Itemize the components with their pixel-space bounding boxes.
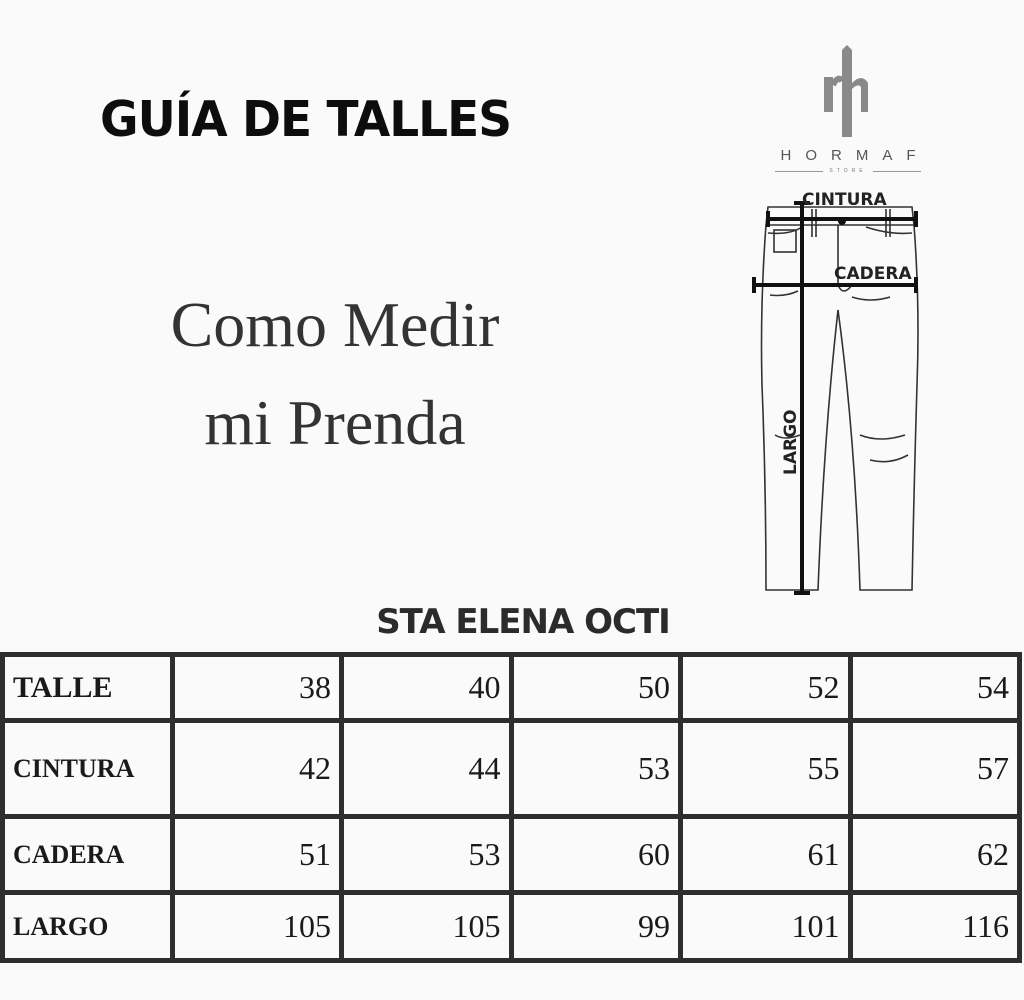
row-label: CADERA xyxy=(3,817,173,893)
table-cell: 40 xyxy=(342,655,512,721)
table-cell: 105 xyxy=(342,893,512,961)
brand-name: HORMAF xyxy=(780,147,930,164)
model-name: STA ELENA OCTI xyxy=(376,602,670,642)
size-table xyxy=(0,652,1022,963)
table-cell: 99 xyxy=(511,893,681,961)
table-cell: 57 xyxy=(850,721,1020,817)
table-cell: 54 xyxy=(850,655,1020,721)
subtitle-line-1: Como Medir xyxy=(170,289,500,360)
length-label: LARGO xyxy=(781,409,801,475)
row-label: TALLE xyxy=(3,655,173,721)
table-row-cintura xyxy=(3,721,1020,817)
table-cell: 105 xyxy=(172,893,342,961)
table-cell: 101 xyxy=(681,893,851,961)
table-cell: 51 xyxy=(172,817,342,893)
table-row-talle xyxy=(3,655,1020,721)
hip-label: CADERA xyxy=(834,264,912,284)
how-to-measure-heading xyxy=(150,276,520,472)
table-cell: 38 xyxy=(172,655,342,721)
table-cell: 55 xyxy=(681,721,851,817)
table-cell: 52 xyxy=(681,655,851,721)
subtitle-line-2: mi Prenda xyxy=(204,387,466,458)
table-cell: 44 xyxy=(342,721,512,817)
table-cell: 61 xyxy=(681,817,851,893)
page-title: GUÍA DE TALLES xyxy=(100,90,512,149)
table-cell: 53 xyxy=(342,817,512,893)
brand-monogram-icon xyxy=(818,45,878,140)
row-label: LARGO xyxy=(3,893,173,961)
waist-label: CINTURA xyxy=(802,190,887,210)
table-cell: 42 xyxy=(172,721,342,817)
pants-measurement-diagram xyxy=(740,185,930,605)
table-cell: 62 xyxy=(850,817,1020,893)
table-cell: 60 xyxy=(511,817,681,893)
table-cell: 116 xyxy=(850,893,1020,961)
table-cell: 53 xyxy=(511,721,681,817)
row-label: CINTURA xyxy=(3,721,173,817)
brand-tagline: STORE xyxy=(752,168,944,174)
brand-logo xyxy=(752,45,944,174)
table-cell: 50 xyxy=(511,655,681,721)
table-row-largo xyxy=(3,893,1020,961)
table-row-cadera xyxy=(3,817,1020,893)
